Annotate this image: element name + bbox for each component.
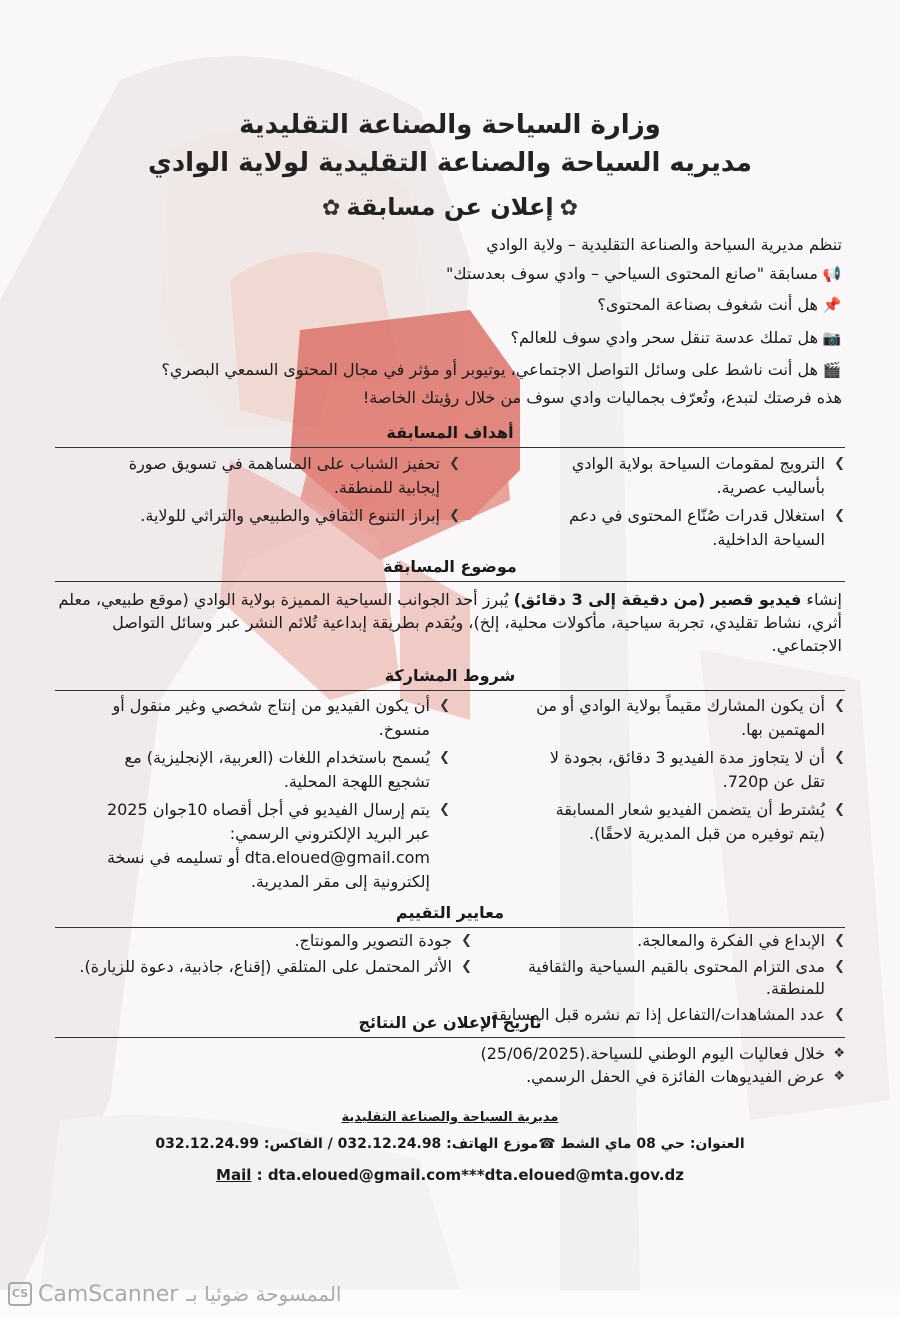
section-goals-heading: أهداف المسابقة	[55, 422, 845, 448]
chevron-icon: ❯	[834, 933, 845, 948]
mail-label: Mail	[216, 1166, 252, 1184]
camscanner-arabic-label: الممسوحة ضوئيا بـ	[186, 1282, 342, 1306]
list-item: ❯ عدد المشاهدات/التفاعل إذا تم نشره قبل المسابقة.	[485, 1005, 845, 1024]
list-item: ❯ الإبداع في الفكرة والمعالجة.	[637, 931, 845, 950]
intro-opportunity: هذه فرصتك لتبدع، وتُعرّف بجماليات وادي سوف من خلال رؤيتك الخاصة!	[362, 388, 842, 407]
list-item: ❯ يُسمح باستخدام اللغات (العربية، الإنجليزية) مع تشجيع اللهجة المحلية.	[124, 748, 450, 791]
list-item: ❯ مدى التزام المحتوى بالقيم السياحية والثقافية للمنطقة.	[527, 957, 845, 998]
chevron-icon: ❯	[449, 456, 460, 471]
list-item: ❯ الأثر المحتمل على المتلقي (إقناع، جاذبية، دعوة للزيارة).	[79, 957, 472, 976]
list-item: ❖ عرض الفيديوهات الفائزة في الحفل الرسمي.	[526, 1067, 845, 1086]
announcement-title	[0, 193, 900, 221]
announcement-label: إعلان عن مسابقة	[346, 193, 554, 221]
chevron-icon: ❯	[834, 959, 845, 974]
chevron-icon: ❯	[834, 750, 845, 765]
chevron-icon: ❯	[834, 698, 845, 713]
divider	[55, 447, 845, 448]
section-conditions-heading: شروط المشاركة	[55, 665, 845, 691]
criteria-left-column	[32, 930, 472, 982]
list-item: ❯ استغلال قدرات صُنّاع المحتوى في دعم السياحة الداخلية.	[569, 506, 845, 549]
mail-addresses: : dta.eloued@gmail.com***dta.eloued@mta.gov.dz	[251, 1166, 684, 1184]
divider	[55, 690, 845, 691]
chevron-icon: ❯	[834, 456, 845, 471]
chevron-icon: ❯	[834, 802, 845, 817]
goals-right-column	[525, 452, 845, 556]
results-list	[245, 1042, 845, 1092]
list-item: ❯ أن لا يتجاوز مدة الفيديو 3 دقائق، بجودة لا تقل عن 720p.	[549, 748, 845, 791]
section-topic-heading: موضوع المسابقة	[55, 556, 845, 582]
chevron-icon: ❯	[834, 508, 845, 523]
intro-question-social: 🎬هل أنت ناشط على وسائل التواصل الاجتماعي، يوتيوبر أو مؤثر في مجال المحتوى السمعي البصري؟	[161, 360, 842, 379]
list-item: ❯ أن يكون الفيديو من إنتاج شخصي وغير منقول أو منسوخ.	[112, 696, 450, 739]
clapperboard-icon: 🎬	[822, 361, 842, 379]
chevron-icon: ❯	[834, 1007, 845, 1022]
bouquet-icon: ✿	[559, 196, 579, 221]
chevron-icon: ❯	[439, 802, 450, 817]
directorate-title: مديريه السياحة والصناعة التقليدية لولاية الوادي	[147, 148, 752, 178]
pushpin-icon: 📌	[822, 296, 842, 314]
diamond-bullet-icon: ❖	[833, 1069, 845, 1084]
bouquet-icon: ✿	[321, 196, 341, 221]
list-item: ❯ يتم إرسال الفيديو في أجل أقصاه 10جوان 2025 عبر البريد الإلكتروني الرسمي: dta.eloued@gmail.com أو تسليمه في نسخة إلكترونية إلى مقر المديرية.	[106, 800, 450, 891]
intro-competition-name: 📢مسابقة "صانع المحتوى السياحي – وادي سوف بعدستك"	[446, 264, 842, 283]
list-item: ❯ جودة التصوير والمونتاج.	[294, 931, 472, 950]
conditions-right-column	[525, 694, 845, 850]
topic-description: إنشاء فيديو قصير (من دقيقة إلى 3 دقائق) يُبرز أحد الجوانب السياحية المميزة بولاية الوادي (موقع طبيعي، معلم أثري، نشاط تقليدي، تجربة سياحية، مأكولات محلية، إلخ)، ويُقدم بطريقة إبداعية تُلائم النشر عبر وسائل التواصل الاجتماعي.	[58, 590, 842, 655]
camscanner-brand: CamScanner	[38, 1281, 179, 1307]
camera-icon: 📷	[822, 329, 842, 347]
divider	[55, 927, 845, 928]
conditions-left-column	[105, 694, 450, 898]
list-item: ❯ الترويج لمقومات السياحة بولاية الوادي بأساليب عصرية.	[571, 454, 845, 497]
chevron-icon: ❯	[449, 508, 460, 523]
chevron-icon: ❯	[439, 750, 450, 765]
intro-question-passion: 📌هل أنت شغوف بصناعة المحتوى؟	[597, 295, 842, 314]
diamond-bullet-icon: ❖	[833, 1046, 845, 1061]
list-item: ❯ تحفيز الشباب على المساهمة في تسويق صورة إيجابية للمنطقة.	[128, 454, 460, 497]
ministry-title: وزارة السياحة والصناعة التقليدية	[239, 110, 661, 140]
topic-duration-highlight: فيديو قصير (من دقيقة إلى 3 دقائق)	[513, 590, 802, 609]
list-item: ❯ يُشترط أن يتضمن الفيديو شعار المسابقة (يتم توفيره من قبل المديرية لاحقًا).	[555, 800, 845, 843]
section-results-heading: تاريخ الإعلان عن النتائج	[55, 1012, 845, 1038]
footer-mail	[0, 1166, 900, 1184]
chevron-icon: ❯	[461, 959, 472, 974]
list-item: ❯ أن يكون المشارك مقيماً بولاية الوادي أو من المهتمين بها.	[536, 696, 845, 739]
chevron-icon: ❯	[461, 933, 472, 948]
list-item: ❖ خلال فعاليات اليوم الوطني للسياحة.(25/06/2025)	[480, 1044, 845, 1063]
camscanner-watermark	[8, 1280, 341, 1308]
intro-organizer: تنظم مديرية السياحة والصناعة التقليدية – ولاية الوادي	[486, 235, 842, 254]
camscanner-logo-icon: CS	[8, 1282, 32, 1306]
divider	[55, 581, 845, 582]
section-criteria-heading: معايير التقييم	[55, 902, 845, 928]
goals-left-column	[120, 452, 460, 532]
footer-organization: مديرية السياحة والصناعة التقليدية	[341, 1110, 559, 1125]
list-item: ❯ إبراز التنوع الثقافي والطبيعي والتراثي للولاية.	[120, 504, 460, 528]
footer-address: العنوان: حي 08 ماي الشط ☎موزع الهاتف: 032.12.24.98 / الفاكس: 032.12.24.99	[155, 1136, 745, 1152]
megaphone-icon: 📢	[822, 265, 842, 283]
divider	[55, 1037, 845, 1038]
chevron-icon: ❯	[439, 698, 450, 713]
intro-question-lens: 📷هل تملك عدسة تنقل سحر وادي سوف للعالم؟	[510, 328, 842, 347]
